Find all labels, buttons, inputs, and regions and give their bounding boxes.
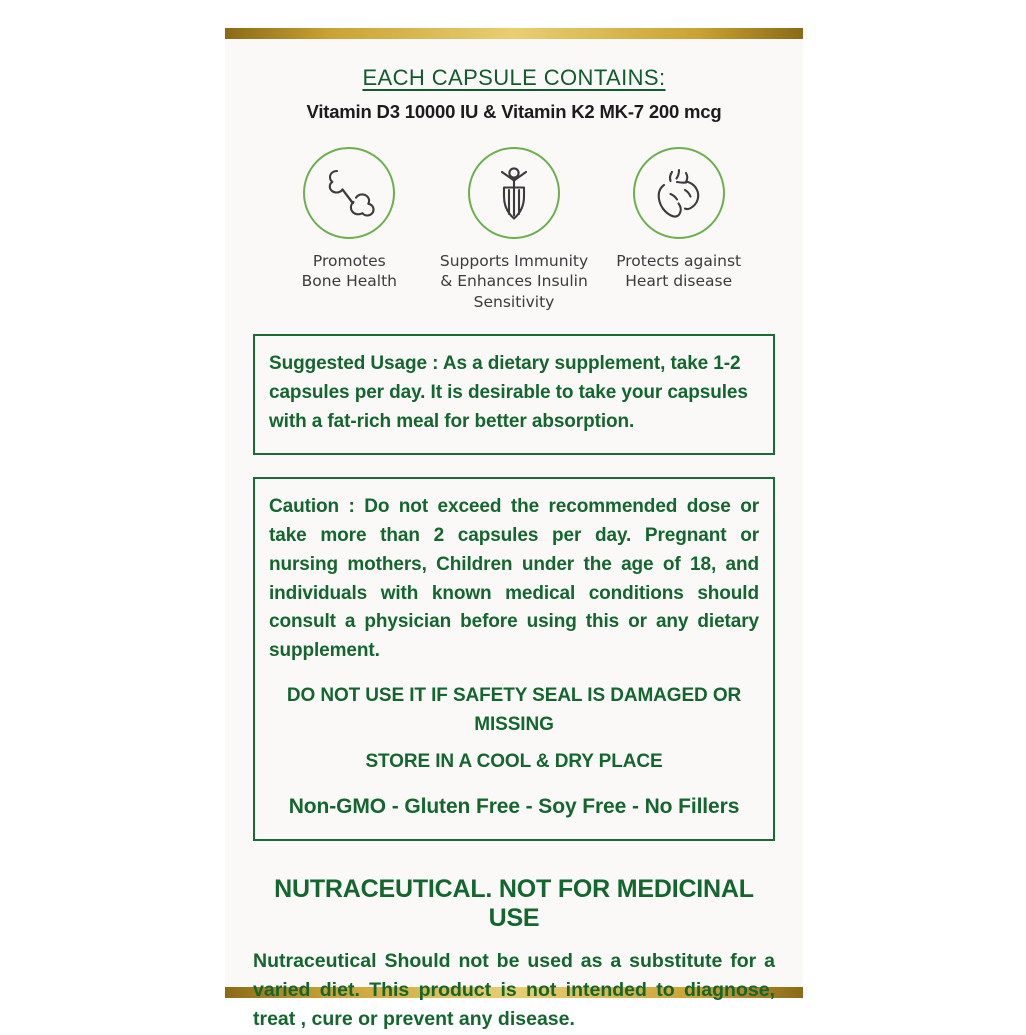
nutraceutical-lead: Nutraceutical (253, 949, 377, 972)
nutraceutical-title: NUTRACEUTICAL. NOT FOR MEDICINAL USE (274, 874, 754, 932)
benefit-heart-label: Protects against Heart disease (616, 252, 742, 291)
ingredients-subheading: Vitamin D3 10000 IU & Vitamin K2 MK-7 200 mcg (306, 101, 722, 122)
each-capsule-contains-heading: EACH CAPSULE CONTAINS: (362, 65, 666, 90)
benefit-heart (596, 147, 761, 312)
caution-lead: Caution : (269, 495, 355, 517)
label-content (225, 39, 803, 1031)
nutraceutical-text: Should not be used as a substitute for a varied diet. This product is not intended to diagnose, treat , cure or prevent any disease. (253, 949, 775, 1031)
caution-text (269, 493, 759, 666)
nutraceutical-disclaimer (253, 947, 775, 1035)
benefit-bone-health (267, 147, 432, 312)
suggested-usage-body: As a dietary supplement, take 1-2 capsules per day. It is desirable to take your capsules with a fat-rich meal for better absorption. (269, 353, 748, 433)
bone-joint-icon (303, 147, 395, 239)
gold-top-border (225, 28, 803, 39)
immunity-person-icon (468, 147, 560, 239)
heart-icon (633, 147, 725, 239)
suggested-usage-box (253, 334, 775, 455)
suggested-usage-lead: Suggested Usage : (269, 353, 439, 375)
benefits-row (253, 147, 775, 312)
caution-body: Do not exceed the recommended dose or take more than 2 capsules per day. Pregnant or nursing mothers, Children under the age of 18, and individuals with known medical conditions should consult a physician before using this or any dietary supplement. (269, 495, 759, 662)
benefit-immunity (432, 147, 597, 312)
caution-box (253, 477, 775, 841)
suggested-usage-text (269, 350, 759, 437)
storage-line: STORE IN A COOL & DRY PLACE (365, 750, 663, 772)
benefit-bone-health-label: Promotes Bone Health (301, 252, 397, 291)
free-from-line: Non-GMO - Gluten Free - Soy Free - No Fillers (288, 794, 740, 818)
product-label-panel (225, 28, 803, 1031)
safety-seal-line: DO NOT USE IT IF SAFETY SEAL IS DAMAGED OR MISSING (286, 685, 742, 736)
benefit-immunity-label: Supports Immunity & Enhances Insulin Sensitivity (439, 252, 589, 311)
